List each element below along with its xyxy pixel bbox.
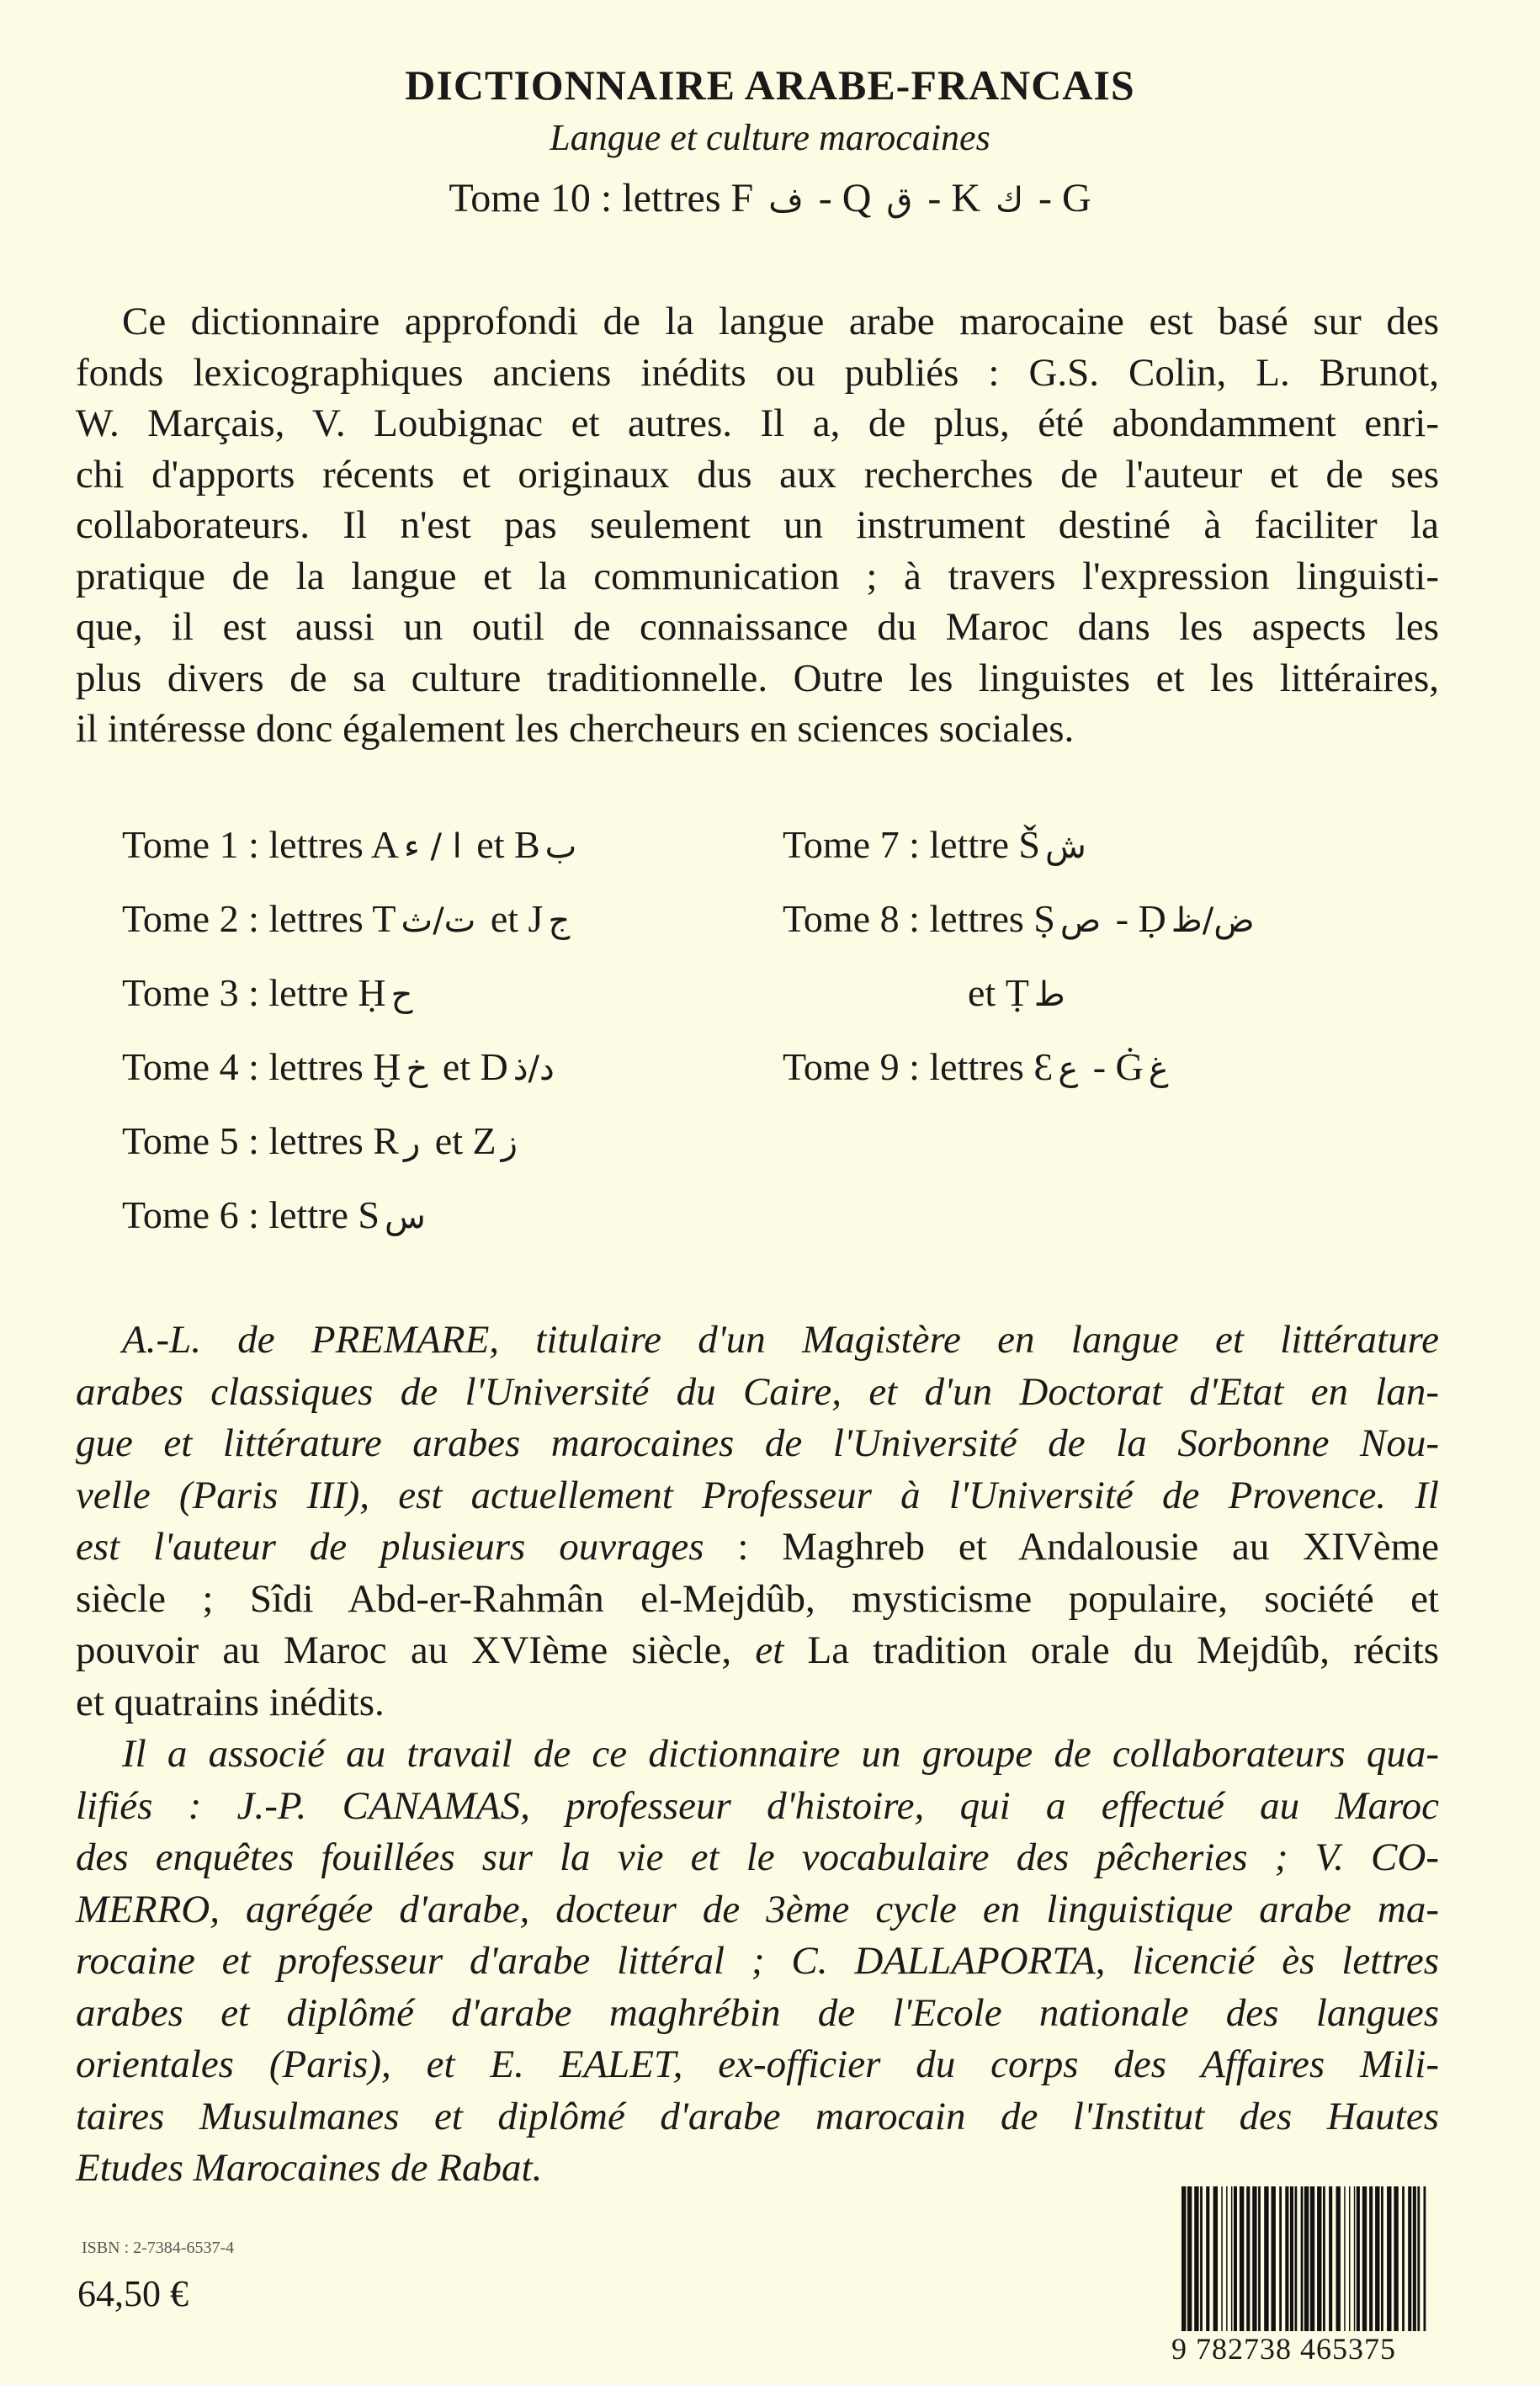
text-line xyxy=(76,296,1439,348)
barcode-bar xyxy=(1221,2186,1223,2331)
barcode-bar xyxy=(1317,2186,1321,2331)
barcode-bar xyxy=(1394,2186,1398,2331)
text-line xyxy=(76,1574,1439,1626)
volume-text: et Ṭ xyxy=(968,971,1029,1014)
barcode-bar xyxy=(1206,2186,1209,2331)
text-line xyxy=(76,1832,1439,1884)
text-segment: des enquêtes fouillées sur la vie et le vocabulaire des pêcheries ; V. CO- xyxy=(76,1835,1439,1879)
barcode-bar xyxy=(1354,2186,1356,2331)
barcode-bar xyxy=(1213,2186,1218,2331)
barcode-bar xyxy=(1349,2186,1351,2331)
volume-item xyxy=(783,896,1260,941)
barcode-bar xyxy=(1369,2186,1373,2331)
barcode-bar xyxy=(1336,2186,1341,2331)
arabic-letter: ص xyxy=(1059,901,1102,940)
barcode-bar xyxy=(1272,2186,1276,2331)
isbn: ISBN : 2-7384-6537-4 xyxy=(82,2239,235,2257)
barcode-bar xyxy=(1252,2186,1256,2331)
volume-text: - Ġ xyxy=(1083,1045,1144,1088)
barcode-bar xyxy=(1408,2186,1411,2331)
barcode-bar xyxy=(1182,2186,1186,2331)
barcode-bar xyxy=(1295,2186,1298,2331)
barcode-bar xyxy=(1413,2186,1416,2331)
barcode-bar xyxy=(1246,2186,1250,2331)
text-line xyxy=(76,398,1439,449)
volume-prefix: Tome 10 : lettres F xyxy=(449,176,754,220)
text-segment: pouvoir au Maroc au XVIème siècle, xyxy=(76,1628,756,1672)
arabic-letter: س xyxy=(384,1198,426,1236)
text-line xyxy=(76,1367,1439,1419)
volume-text: et J xyxy=(481,897,544,940)
text-segment: pratique de la langue et la communication ; à travers l'expression linguisti- xyxy=(76,554,1439,598)
text-segment: orientales (Paris), et E. EALET, ex-officier du corps des Affaires Mili- xyxy=(76,2042,1439,2086)
volume-item xyxy=(783,1044,1174,1089)
text-line xyxy=(76,1522,1439,1574)
letter-sep: - Q xyxy=(808,176,872,220)
text-segment: taires Musulmanes et diplômé d'arabe marocain de l'Institut des Hautes xyxy=(76,2094,1439,2138)
arabic-letter: ض/ظ xyxy=(1171,901,1255,940)
arabic-letter: ك xyxy=(996,181,1024,220)
text-line xyxy=(76,1884,1439,1936)
volume-text: Tome 5 : lettres R xyxy=(122,1119,399,1162)
arabic-letter: ز xyxy=(501,1123,518,1162)
volume-text: Tome 7 : lettre Š xyxy=(783,823,1040,866)
text-segment: fonds lexicographiques anciens inédits ou publiés : G.S. Colin, L. Brunot, xyxy=(76,350,1439,395)
text-line xyxy=(76,449,1439,501)
text-segment: et quatrains inédits. xyxy=(76,1680,385,1724)
volume-text: Tome 1 : lettres A xyxy=(122,823,399,866)
arabic-letter: ف xyxy=(768,181,804,220)
text-segment: Il a associé au travail de ce dictionnaire un groupe de collaborateurs qua- xyxy=(122,1732,1439,1776)
arabic-letter: خ xyxy=(406,1049,428,1088)
barcode-bar xyxy=(1304,2186,1309,2331)
volume-item xyxy=(122,896,575,941)
volume-text: Tome 8 : lettres Ṣ xyxy=(783,897,1055,940)
arabic-letter: ع xyxy=(1058,1049,1079,1088)
volume-text: - Ḍ xyxy=(1106,897,1166,940)
text-line xyxy=(76,2091,1439,2143)
text-line xyxy=(76,602,1439,653)
barcode-bar xyxy=(1381,2186,1383,2331)
book-title: DICTIONNAIRE ARABE-FRANCAIS xyxy=(405,61,1135,109)
text-segment: A.-L. de PREMARE, titulaire d'un Magistère en langue et littérature xyxy=(122,1318,1439,1362)
text-segment: siècle ; Sîdi Abd-er-Rahmân el-Mejdûb, mysticisme populaire, société et xyxy=(76,1576,1439,1621)
text-line xyxy=(76,1988,1439,2040)
volume-item xyxy=(783,822,1091,867)
text-line xyxy=(76,348,1439,399)
volume-text: et B xyxy=(466,823,540,866)
arabic-letter: ا / ء xyxy=(403,827,462,866)
barcode-bar xyxy=(1424,2186,1426,2331)
text-segment: arabes et diplômé d'arabe maghrébin de l'Ecole nationale des langues xyxy=(76,1990,1439,2035)
letter-sep: - K xyxy=(917,176,981,220)
text-segment: velle (Paris III), est actuellement Professeur à l'Université de Provence. Il xyxy=(76,1473,1439,1517)
text-line xyxy=(76,1677,1439,1729)
text-line xyxy=(76,1418,1439,1470)
text-line xyxy=(76,551,1439,603)
text-segment: il intéresse donc également les chercheurs en sciences sociales. xyxy=(76,707,1075,751)
text-segment: plus divers de sa culture traditionnelle. Outre les linguistes et les littéraires, xyxy=(76,656,1439,700)
barcode-bar xyxy=(1402,2186,1405,2331)
price: 64,50 € xyxy=(77,2273,189,2314)
barcode-bar xyxy=(1310,2186,1314,2331)
barcode-bar xyxy=(1290,2186,1293,2331)
arabic-letter: ت/ث xyxy=(401,901,476,940)
text-line xyxy=(76,1729,1439,1781)
barcode-bar xyxy=(1279,2186,1282,2331)
text-segment: chi d'apports récents et originaux dus aux recherches de l'auteur et de ses xyxy=(76,452,1439,497)
text-segment: : Maghreb et Andalousie au XIVème xyxy=(704,1525,1440,1569)
text-segment: Ce dictionnaire approfondi de la langue arabe marocaine est basé sur des xyxy=(122,300,1439,343)
volume-item xyxy=(122,1192,431,1237)
barcode-bar xyxy=(1357,2186,1360,2331)
text-segment: rocaine et professeur d'arabe littéral ; C. DALLAPORTA, licencié ès lettres xyxy=(76,1939,1439,1983)
text-line xyxy=(76,1315,1439,1367)
text-line xyxy=(76,1936,1439,1988)
text-segment: lifiés : J.-P. CANAMAS, professeur d'histoire, qui a effectué au Maroc xyxy=(76,1783,1439,1828)
barcode-bar xyxy=(1375,2186,1379,2331)
arabic-letter: ش xyxy=(1044,827,1086,866)
barcode-bar xyxy=(1187,2186,1192,2331)
text-segment: arabes classiques de l'Université du Caire, et d'un Doctorat d'Etat en lan- xyxy=(76,1369,1439,1414)
text-line xyxy=(76,500,1439,551)
barcode-bar xyxy=(1387,2186,1391,2331)
volume-text: et Z xyxy=(425,1119,497,1162)
barcode-bar xyxy=(1234,2186,1237,2331)
volume-text: Tome 3 : lettre Ḥ xyxy=(122,971,386,1014)
arabic-letter: غ xyxy=(1148,1049,1169,1088)
arabic-letter: ط xyxy=(1033,975,1065,1014)
volume-text: Tome 2 : lettres T xyxy=(122,897,396,940)
barcode-bar xyxy=(1344,2186,1346,2331)
barcode-bar xyxy=(1417,2186,1420,2331)
author-paragraph xyxy=(76,1315,1439,2195)
text-segment: collaborateurs. Il n'est pas seulement un instrument destiné à faciliter la xyxy=(76,503,1439,547)
barcode-bar xyxy=(1264,2186,1268,2331)
barcode-bar xyxy=(1285,2186,1288,2331)
barcode-bar xyxy=(1226,2186,1228,2331)
volume-item xyxy=(968,970,1070,1015)
barcode-bar xyxy=(1231,2186,1233,2331)
arabic-letter: ج xyxy=(548,901,571,940)
text-segment: La tradition orale du Mejdûb, récits xyxy=(783,1628,1439,1672)
barcode-bar xyxy=(1200,2186,1203,2331)
description-paragraph xyxy=(76,296,1439,755)
volume-line xyxy=(0,175,1540,221)
text-line xyxy=(76,653,1439,704)
volume-item xyxy=(122,822,581,867)
barcode xyxy=(1178,2180,1431,2340)
text-segment: et xyxy=(755,1628,784,1672)
volume-text: Tome 4 : lettres Ḫ xyxy=(122,1045,401,1088)
barcode-bar xyxy=(1323,2186,1325,2331)
volume-item xyxy=(122,970,417,1015)
barcode-bar xyxy=(1258,2186,1261,2331)
text-line xyxy=(76,1625,1439,1677)
text-line xyxy=(76,1470,1439,1522)
arabic-letter: ق xyxy=(886,181,913,220)
text-segment: Etudes Marocaines de Rabat. xyxy=(76,2146,543,2190)
text-segment: W. Marçais, V. Loubignac et autres. Il a, de plus, été abondamment enri- xyxy=(76,401,1439,445)
text-line xyxy=(76,1781,1439,1833)
book-subtitle: Langue et culture marocaines xyxy=(550,117,990,158)
arabic-letter: ر xyxy=(403,1123,421,1162)
arabic-letter: د/ذ xyxy=(512,1049,555,1088)
arabic-letter: ب xyxy=(544,827,577,866)
arabic-letter: ح xyxy=(390,975,413,1014)
volume-text: et D xyxy=(433,1045,508,1088)
volume-text: Tome 9 : lettres Ɛ xyxy=(783,1045,1054,1088)
letter-sep: - G xyxy=(1028,176,1091,220)
volume-text: Tome 6 : lettre S xyxy=(122,1193,380,1236)
text-segment: est l'auteur de plusieurs ouvrages xyxy=(76,1525,704,1569)
barcode-bar xyxy=(1194,2186,1198,2331)
barcode-bar xyxy=(1301,2186,1304,2331)
barcode-bar xyxy=(1329,2186,1332,2331)
text-segment: MERRO, agrégée d'arabe, docteur de 3ème cycle en linguistique arabe ma- xyxy=(76,1887,1439,1931)
barcode-bar xyxy=(1362,2186,1367,2331)
text-segment: gue et littérature arabes marocaines de l'Université de la Sorbonne Nou- xyxy=(76,1421,1439,1465)
text-line xyxy=(76,2039,1439,2091)
volume-item xyxy=(122,1044,560,1089)
text-segment: que, il est aussi un outil de connaissance du Maroc dans les aspects les xyxy=(76,605,1439,649)
volume-item xyxy=(122,1118,523,1163)
barcode-number: 9 782738 465375 xyxy=(1171,2332,1396,2366)
text-line xyxy=(76,704,1439,755)
barcode-bar xyxy=(1240,2186,1244,2331)
